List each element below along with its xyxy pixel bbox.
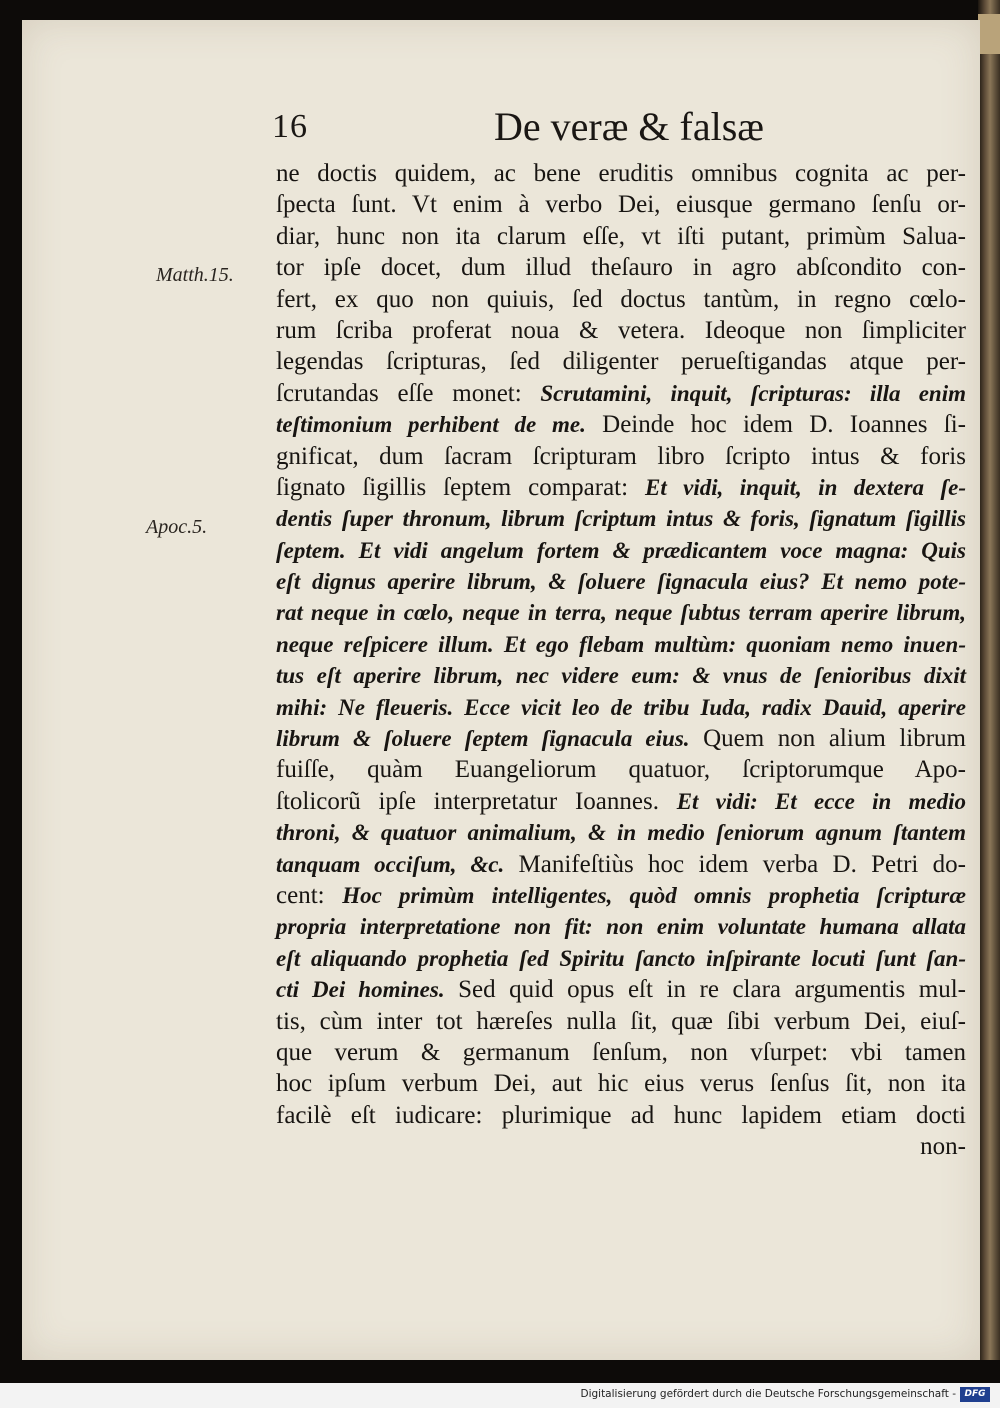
text-line (276, 692, 966, 723)
text-line (276, 315, 966, 346)
italic-quote-segment: teſtimonium perhibent de me. (276, 412, 586, 438)
italic-quote-segment: eſt dignus aperire librum, & ſoluere ſignacula eius? Et nemo pote- (276, 569, 966, 595)
italic-quote-segment: eſt aliquando prophetia ſed Spiritu ſancto inſpirante locuti ſunt ſan- (276, 945, 966, 971)
italic-quote-segment: Hoc primùm intelligentes, quòd omnis prophetia ſcripturæ (342, 882, 966, 908)
text-line (276, 1068, 966, 1099)
running-head: De veræ & falsæ (494, 104, 764, 149)
body-text (276, 158, 966, 1163)
text-line (276, 346, 966, 377)
text-segment: gnificat, dum ſacram ſcripturam libro ſcripto intus & foris (276, 442, 966, 470)
text-line (276, 629, 966, 660)
book-edge (978, 0, 1000, 1360)
text-segment: non- (920, 1133, 966, 1161)
book-edge-band (978, 14, 1000, 54)
text-segment: Quem non alium librum (689, 725, 966, 753)
page-number: 16 (272, 108, 308, 145)
text-segment: hoc ipſum verbum Dei, aut hic eius verus ſenſus ſit, non ita (276, 1070, 966, 1098)
text-segment: que verum & germanum ſenſum, non vſurpet: vbi tamen (276, 1038, 966, 1066)
text-line (276, 817, 966, 848)
text-segment: tis, cùm inter tot hæreſes nulla ſit, quæ ſibi verbum Dei, eiuſ- (276, 1007, 966, 1035)
text-line (276, 441, 966, 472)
text-line (276, 911, 966, 942)
text-line (276, 943, 966, 974)
italic-quote-segment: Scrutamini, inquit, ſcripturas: illa enim (540, 380, 966, 406)
text-segment: Sed quid opus eſt in re clara argumentis mul- (444, 976, 966, 1004)
margin-note-matth: Matth.15. (156, 264, 234, 286)
text-segment: cent: (276, 881, 343, 909)
italic-quote-segment: Et vidi, inquit, in dextera ſe- (644, 474, 966, 500)
text-segment: facilè eſt iudicare: plurimique ad hunc lapidem etiam docti (276, 1101, 966, 1129)
text-segment: fuiſſe, quàm Euangeliorum quatuor, ſcriptorumque Apo- (276, 756, 966, 784)
text-segment: ſpecta ſunt. Vt enim à verbo Dei, eiusque germano ſenſu or- (276, 191, 966, 219)
text-segment: rum ſcriba proferat noua & vetera. Ideoque non ſimpliciter (276, 316, 966, 344)
text-line (276, 1131, 966, 1162)
text-line (276, 723, 966, 754)
text-segment: diar, hunc non ita clarum eſſe, vt iſti putant, primùm Salua- (276, 222, 966, 250)
margin-note-apoc: Apoc.5. (146, 516, 208, 538)
text-segment: Deinde hoc idem D. Ioannes ſi- (585, 411, 966, 439)
italic-quote-segment: dentis ſuper thronum, librum ſcriptum intus & foris, ſignatum ſigillis (276, 506, 966, 532)
italic-quote-segment: Et vidi: Et ecce in medio (676, 788, 966, 814)
italic-quote-segment: rat neque in cœlo, neque in terra, neque ſubtus terram aperire librum, (276, 600, 966, 626)
text-line (276, 880, 966, 911)
italic-quote-segment: ſeptem. Et vidi angelum fortem & prædicantem voce magna: Quis (276, 537, 966, 563)
text-line (276, 284, 966, 315)
text-segment: ſignato ſigillis ſeptem comparat: (276, 473, 645, 501)
text-line (276, 158, 966, 189)
italic-quote-segment: cti Dei homines. (276, 977, 445, 1003)
text-segment: ſtolicorũ ipſe interpretatur Ioannes. (276, 787, 677, 815)
text-line (276, 1006, 966, 1037)
text-line (276, 566, 966, 597)
text-segment: ſcrutandas eſſe monet: (276, 379, 541, 407)
text-line (276, 974, 966, 1005)
text-line (276, 252, 966, 283)
footer-credit: Digitalisierung gefördert durch die Deutsche Forschungsgemeinschaft - (580, 1388, 956, 1400)
text-line (276, 503, 966, 534)
text-line (276, 1037, 966, 1068)
italic-quote-segment: librum & ſoluere ſeptem ſignacula eius. (276, 726, 690, 752)
text-line (276, 189, 966, 220)
text-line (276, 535, 966, 566)
text-line (276, 409, 966, 440)
italic-quote-segment: tanquam occiſum, &c. (276, 851, 505, 877)
italic-quote-segment: throni, & quatuor animalium, & in medio ſeniorum agnum ſtantem (276, 820, 966, 846)
text-segment: ne doctis quidem, ac bene eruditis omnibus cognita ac per- (276, 160, 966, 187)
text-line (276, 786, 966, 817)
italic-quote-segment: propria interpretatione non fit: non enim voluntate humana allata (276, 914, 966, 940)
dfg-logo: DFG (960, 1387, 990, 1402)
italic-quote-segment: tus eſt aperire librum, nec videre eum: & vnus de ſenioribus dixit (276, 663, 966, 689)
text-line (276, 378, 966, 409)
text-line (276, 221, 966, 252)
text-line (276, 597, 966, 628)
text-line (276, 754, 966, 785)
italic-quote-segment: neque reſpicere illum. Et ego flebam multùm: quoniam nemo inuen- (276, 631, 966, 657)
text-line (276, 660, 966, 691)
text-segment: tor ipſe docet, dum illud theſauro in agro abſcondito con- (276, 254, 966, 282)
text-line (276, 1100, 966, 1131)
text-line (276, 849, 966, 880)
text-segment: legendas ſcripturas, ſed diligenter perueſtigandas atque per- (276, 348, 966, 376)
text-line (276, 472, 966, 503)
text-segment: fert, ex quo non quiuis, ſed doctus tantùm, in regno cœlo- (276, 285, 966, 313)
text-segment: Manifeſtiùs hoc idem verba D. Petri do- (504, 850, 966, 878)
italic-quote-segment: mihi: Ne fleueris. Ecce vicit leo de tribu Iuda, radix Dauid, aperire (276, 694, 966, 720)
